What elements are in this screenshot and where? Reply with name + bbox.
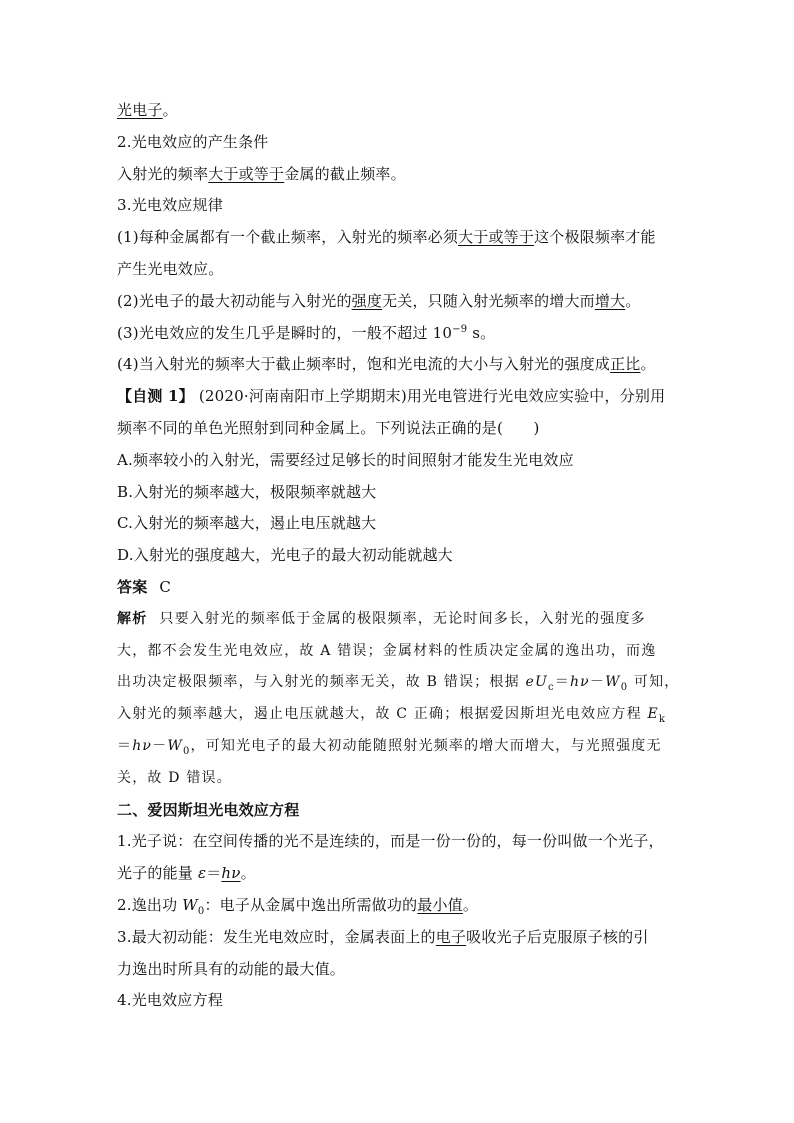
option-a: A.频率较小的入射光，需要经过足够长的时间照射才能发生光电效应: [117, 450, 574, 469]
text-line: (2)光电子的最大初动能与入射光的强度无关，只随入射光频率的增大而增大。: [117, 291, 641, 310]
underlined-term: 强度: [351, 291, 383, 310]
text-line: 入射光的频率大于或等于金属的截止频率。: [117, 164, 406, 183]
option-c: C.入射光的频率越大，遏止电压就越大: [117, 514, 377, 533]
answer-value: C: [159, 577, 172, 596]
text-line: (1)每种金属都有一个截止频率，入射光的频率必须大于或等于这个极限频率才能: [117, 228, 656, 247]
document-page: [117, 95, 679, 1017]
text-line: (4)当入射光的频率大于截止频率时，饱和光电流的大小与入射光的强度成正比。: [117, 355, 656, 374]
question-tag: 【自测 1】: [117, 387, 194, 406]
text-line: 光子的能量 ε＝hν。: [117, 864, 256, 883]
solution-line: 入射光的频率越大，遏止电压就越大，故 C 正确；根据爱因斯坦光电效应方程 $E_k$: [117, 706, 667, 725]
option-b: B.入射光的频率越大，极限频率就越大: [117, 482, 377, 501]
solution-line: $=h\nu-W_0$，可知光电子的最大初动能随照射光频率的增大而增大，与光照强度无: [117, 737, 662, 757]
subheading: 3.光电效应规律: [117, 196, 223, 215]
subheading: 4.光电效应方程: [117, 991, 223, 1010]
question-stem: 【自测 1】 (2020·河南南阳市上学期期末)用光电管进行光电效应实验中，分别用: [117, 387, 666, 406]
underlined-term: hν: [221, 864, 241, 883]
exponent: −9: [452, 323, 468, 335]
answer-line: [117, 572, 679, 604]
question-stem: 频率不同的单色光照射到同种金属上。下列说法正确的是( ): [117, 418, 540, 437]
subheading: 2.光电效应的产生条件: [117, 132, 269, 151]
text-line: 2.逸出功 $W_0$：电子从金属中逸出所需做功的最小值。: [117, 895, 479, 917]
text-line: 1.光子说：在空间传播的光不是连续的，而是一份一份的，每一份叫做一个光子，: [117, 832, 664, 851]
text-line: 产生光电效应。: [117, 259, 224, 278]
answer-tag: 答案: [117, 577, 148, 596]
underlined-term: 电子: [435, 927, 467, 946]
section-heading: 二、爱因斯坦光电效应方程: [117, 800, 300, 819]
underlined-term: 大于或等于: [208, 164, 285, 183]
solution-tag: 解析: [117, 610, 148, 627]
text-line: 力逸出时所具有的动能的最大值。: [117, 959, 346, 978]
text-line: 光电子。: [117, 101, 178, 119]
text-line: (3)光电效应的发生几乎是瞬时的，一般不超过 $10^{-9}$ s。: [117, 323, 496, 342]
underlined-term: 最小值: [417, 895, 463, 914]
solution-line: 出功决定极限频率，与入射光的频率无关，故 B 错误；根据 $eU_c=h\nu-W_0$ 可知，: [117, 674, 680, 694]
solution-line: 大，都不会发生光电效应，故 A 错误；金属材料的性质决定金属的逸出功，而逸: [117, 642, 657, 659]
underlined-term: 光电子: [117, 101, 163, 119]
underlined-term: 正比: [610, 355, 641, 374]
underlined-term: 增大: [594, 291, 626, 310]
underlined-term: 大于或等于: [458, 228, 535, 247]
solution-line: 解析 只要入射光的频率低于金属的极限频率，无论时间多长，入射光的强度多: [117, 610, 646, 627]
option-d: D.入射光的强度越大，光电子的最大初动能就越大: [117, 546, 453, 565]
solution-line: 关，故 D 错误。: [117, 769, 232, 786]
text-line: 3.最大初动能：发生光电效应时，金属表面上的电子吸收光子后克服原子核的引: [117, 927, 649, 946]
